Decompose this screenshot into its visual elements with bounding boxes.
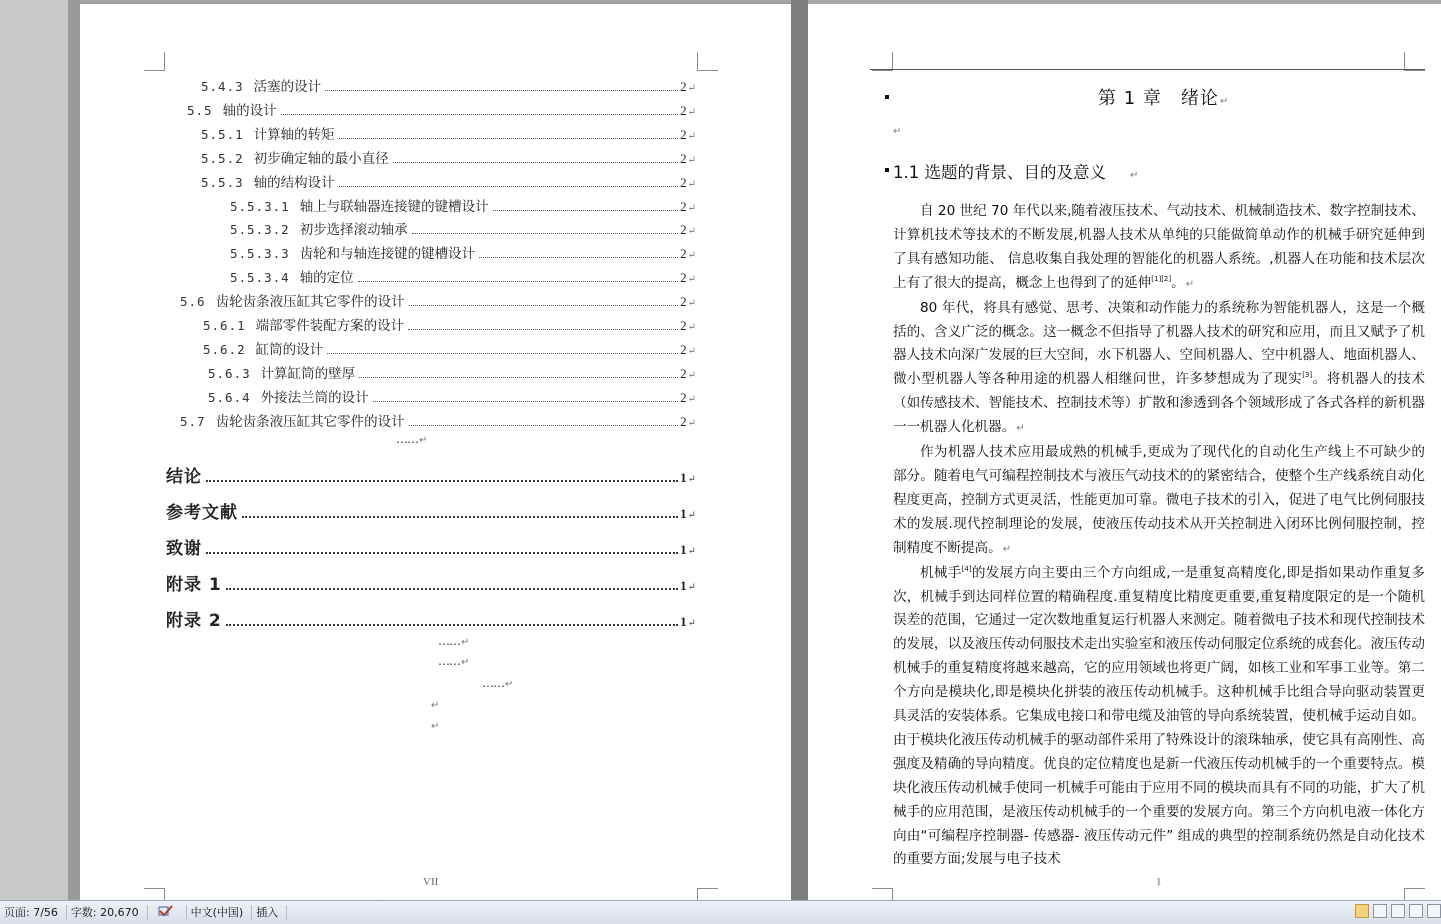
toc-leader-dots xyxy=(226,623,678,626)
paragraph: 机械手[4]的发展方向主要由三个方向组成,一是重复高精度化,即是指如果动作重复多次，机械手到达同样位置的精确程度.重复精度比精度更重要,重复精度限定的是一个随机误差的范围，它通过一定次数地重复运行机器人来测定。随着微电子技术和现代控制技术的发展，以及液压传动伺服技术走出实验室和液压传动伺服定位系统的成套化。液压传动机械手的重复精度将越来越高，它的应用领域也将更广阔，如核工业和军事工业等。第二个方向是模块化,即是模块化拼装的液压传动机械手。这种机械手比组合导向驱动装置更具灵活的安装体系。它集成电接口和带电缆及油管的导向系统装置，使机械手运动自如。由于模块化液压传动机械手的驱动部件采用了特殊设计的滚珠轴承，使它具有高刚性、高强度及精确的导向精度。优良的定位精度也是新一代液压传动机械手的一个重要特点。模块化液压传动机械手使同一机械手可能由于应用不同的模块而具有不同的功能，扩大了机械手的应用范围，是液压传动机械手的一个重要的发展方向。第三个方向机电液一体化方向由“可编程序控制器- 传感器- 液压传动元件” 组成的典型的控制系统仍然是自动化技术的重要方面;发展与电子技术 xyxy=(893,564,1426,868)
heading-bullet xyxy=(885,168,889,172)
toc-entry[interactable] xyxy=(203,338,696,358)
citation: [1][2] xyxy=(1151,274,1172,283)
toc-leader-dots xyxy=(226,587,678,590)
toc-entry-title: 轴的设计 xyxy=(222,102,277,119)
toc-leader-dots xyxy=(242,515,678,518)
toc-entry[interactable] xyxy=(180,410,696,430)
toc-entry-page: 2 xyxy=(680,413,687,429)
toc-major-entry[interactable] xyxy=(166,606,696,630)
toc-entry-page: 2 xyxy=(680,270,687,286)
toc-leader-dots xyxy=(373,400,678,402)
toc-leader-dots xyxy=(325,89,678,91)
toc-entry[interactable] xyxy=(230,266,696,286)
paragraph: 作为机器人技术应用最成熟的机械手,更成为了现代化的自动化生产线上不可缺少的部分。随着电气可编程控制技术与液压气动技术的的紧密结合，使整个生产线系统自动化程度更高，控制方式更灵活，性能更加可靠。微电子技术的引入，促进了电气比例伺服技术的发展.现代控制理论的发展，使液压传动技术从开关控制进入闭环比例伺服控制，控制精度不断提高。↵ xyxy=(893,444,1425,556)
paragraph-mark: ↵ xyxy=(687,393,696,405)
toc-entry-number: 5.6.3 xyxy=(208,365,251,381)
toc-leader-dots xyxy=(206,479,678,482)
body-text[interactable] xyxy=(893,200,1425,872)
toc-ellipsis: ……↵ xyxy=(438,654,469,668)
view-switcher xyxy=(1355,904,1441,918)
heading-bullet xyxy=(885,95,889,99)
paragraph-mark: ↵ xyxy=(687,417,696,429)
toc-entry-page: 2 xyxy=(680,341,687,357)
corner-mark xyxy=(872,888,893,900)
corner-mark xyxy=(144,888,165,900)
page-number-footer: 1 xyxy=(1156,876,1162,888)
toc-entry-page: 2 xyxy=(680,198,687,214)
toc-entry-title: 致谢 xyxy=(166,539,202,559)
paragraph-mark: ↵ xyxy=(687,226,696,238)
toc-ellipsis: ……↵ xyxy=(482,676,513,690)
toc-entry-page: 2 xyxy=(680,126,687,142)
toc-entry-number: 5.5.3.4 xyxy=(230,270,290,286)
paragraph-mark: ↵ xyxy=(687,322,696,333)
toc-entry[interactable] xyxy=(201,75,696,95)
toc-entry-number: 5.6 xyxy=(180,294,206,310)
toc-entry-page: 2 xyxy=(680,102,687,118)
toc-entry-page: 1 xyxy=(680,506,687,521)
toc-leader-dots xyxy=(339,185,678,187)
toc-entry-page: 1 xyxy=(680,470,687,485)
toc-entry-number: 5.6.1 xyxy=(203,318,246,333)
toc-leader-dots xyxy=(409,424,679,426)
toc-entry-number: 5.5.3.2 xyxy=(230,222,290,238)
toc-entry-title: 结论 xyxy=(166,467,202,487)
toc-leader-dots xyxy=(493,209,678,211)
pane-divider xyxy=(68,0,80,900)
toc-entry-title: 齿轮和与轴连接键的键槽设计 xyxy=(299,246,476,263)
toc-leader-dots xyxy=(409,304,679,306)
language-indicator[interactable]: 中文(中国) xyxy=(187,905,253,920)
paragraph-mark: ↵ xyxy=(687,130,696,142)
paragraph-mark: ↵ xyxy=(687,250,696,262)
paragraph-mark: ↵ xyxy=(687,369,696,381)
paragraph-mark: ↵ xyxy=(687,298,696,310)
citation: [3] xyxy=(1302,371,1313,380)
paragraph-mark: ↵ xyxy=(431,700,439,711)
paragraph-mark: ↵ xyxy=(431,721,439,732)
toc-entry-page: 2 xyxy=(680,222,687,238)
toc-major-entry[interactable] xyxy=(166,462,696,486)
print-layout-view-icon[interactable] xyxy=(1355,904,1369,918)
page-indicator[interactable]: 页面: 7/56 xyxy=(0,905,67,920)
paragraph: 80 年代，将具有感觉、思考、决策和动作能力的系统称为智能机器人，这是一个概括的、含义广泛的概念。这一概念不但指导了机器人技术的研究和应用，而且又赋予了机器人技术向深广发展的巨大空间，水下机器人、空间机器人、空中机器人、地面机器人、微小型机器人等各种用途的机器人相继问世，许多梦想成为了现实[3]。将机器人的技术（如传感技术、智能技术、控制技术等）扩散和渗透到各个领域形成了各式各样的新机器一一机器人化机器。↵ xyxy=(893,299,1426,436)
header-rule xyxy=(870,69,1425,70)
toc-leader-dots xyxy=(339,137,678,139)
toc-entry[interactable] xyxy=(230,242,696,262)
toc-entry-number: 5.5.3 xyxy=(201,174,244,190)
toc-entry-title: 外接法兰筒的设计 xyxy=(260,389,369,406)
paragraph: 自 20 世纪 70 年代以来,随着液压技术、气动技术、机械制造技术、数字控制技术、计算机技术等技术的不断发展,机器人技术从单纯的只能做简单动作的机械手研究延伸到了具有感知功能、 信息收集自我处理的智能化的机器人系统。,机器人在功能和技术层次上有了很大的提高，概念上也得到了的延伸[1][2]。↵ xyxy=(893,203,1425,291)
corner-mark xyxy=(697,52,718,71)
paragraph-mark: ↵ xyxy=(687,83,696,94)
toc-leader-dots xyxy=(479,256,678,258)
full-screen-reading-view-icon[interactable] xyxy=(1373,904,1387,918)
toc-entry-page: 1 xyxy=(680,614,687,629)
toc-leader-dots xyxy=(358,280,678,282)
toc-entry[interactable] xyxy=(201,123,696,143)
toc-ellipsis: ……↵ xyxy=(396,432,427,446)
citation: [4] xyxy=(961,564,972,573)
toc-entry-page: 2 xyxy=(680,174,687,190)
toc-leader-dots xyxy=(359,376,678,378)
section-title[interactable]: 1.1 选题的背景、目的及意义 ↵ xyxy=(893,163,1139,182)
toc-entry-title: 轴上与联轴器连接键的键槽设计 xyxy=(299,198,489,215)
toc-entry-title: 附录 2 xyxy=(166,611,222,631)
toc-entry-title: 齿轮齿条液压缸其它零件的设计 xyxy=(215,413,405,430)
toc-entry[interactable] xyxy=(230,218,696,238)
toc-entry-number: 5.5.3.3 xyxy=(230,246,290,262)
paragraph-mark: ↵ xyxy=(893,126,902,137)
toc-entry-number: 5.6.4 xyxy=(208,389,251,405)
paragraph-mark: ↵ xyxy=(687,582,696,593)
toc-entry-number: 5.7 xyxy=(180,413,206,429)
draft-view-icon[interactable] xyxy=(1427,904,1441,918)
paragraph-mark: ↵ xyxy=(687,178,696,190)
toc-entry-number: 5.5 xyxy=(187,102,213,118)
toc-leader-dots xyxy=(327,352,678,354)
page-number-footer: VII xyxy=(423,876,439,888)
paragraph-mark: ↵ xyxy=(687,618,696,629)
corner-mark xyxy=(144,52,165,71)
outline-view-icon[interactable] xyxy=(1409,904,1423,918)
toc-major-entry[interactable] xyxy=(166,498,696,522)
toc-ellipsis: ……↵ xyxy=(438,634,469,648)
toc-entry[interactable] xyxy=(208,386,696,406)
toc-entry[interactable] xyxy=(208,362,696,382)
toc-entry-number: 5.5.3.1 xyxy=(230,198,290,214)
toc-entry-page: 2 xyxy=(680,79,687,94)
status-bar xyxy=(0,900,1441,924)
toc-entry[interactable] xyxy=(203,314,696,334)
paragraph-mark: ↵ xyxy=(687,202,696,214)
toc-entry[interactable] xyxy=(187,99,696,119)
toc-entry[interactable] xyxy=(201,171,696,191)
proofing-status[interactable] xyxy=(148,905,187,920)
toc-entry-title: 初步选择滚动轴承 xyxy=(299,222,408,239)
toc-entry-title: 计算缸筒的壁厚 xyxy=(260,365,356,382)
paragraph-mark: ↵ xyxy=(687,154,696,166)
paragraph-mark: ↵ xyxy=(687,510,696,521)
toc-entry[interactable] xyxy=(230,195,696,215)
toc-entry-title: 活塞的设计 xyxy=(253,79,322,95)
toc-entry-number: 5.4.3 xyxy=(201,79,244,94)
toc-entry-page: 2 xyxy=(680,389,687,405)
toc-entry-number: 5.5.1 xyxy=(201,126,244,142)
web-layout-view-icon[interactable] xyxy=(1391,904,1405,918)
toc-entry-title: 轴的定位 xyxy=(299,270,354,287)
toc-entry-page: 2 xyxy=(680,365,687,381)
toc-entry-title: 缸筒的设计 xyxy=(255,341,324,358)
corner-mark xyxy=(697,888,718,900)
toc-entry-page: 1 xyxy=(680,542,687,557)
proofing-icon xyxy=(158,905,172,917)
toc-entry-title: 齿轮齿条液压缸其它零件的设计 xyxy=(215,294,405,311)
toc-entry-page: 2 xyxy=(680,294,687,310)
toc-entry-page: 2 xyxy=(680,150,687,166)
paragraph-mark: ↵ xyxy=(687,106,696,118)
toc-entry[interactable] xyxy=(180,290,696,310)
toc-entry-title: 端部零件装配方案的设计 xyxy=(255,318,405,334)
toc-entry-page: 2 xyxy=(680,246,687,262)
paragraph-mark: ↵ xyxy=(687,546,696,557)
page-gap xyxy=(791,0,808,900)
toc-entry-title: 计算轴的转矩 xyxy=(253,126,335,143)
toc-entry[interactable] xyxy=(201,147,696,167)
toc-major-entry[interactable] xyxy=(166,570,696,594)
toc-entry-title: 附录 1 xyxy=(166,575,222,595)
toc-leader-dots xyxy=(412,232,678,234)
toc-entry-title: 轴的结构设计 xyxy=(253,174,335,191)
toc-entry-title: 初步确定轴的最小直径 xyxy=(253,150,389,167)
paragraph-mark: ↵ xyxy=(687,345,696,357)
toc-leader-dots xyxy=(393,161,678,163)
toc-leader-dots xyxy=(281,113,679,115)
toc-entry-page: 1 xyxy=(680,578,687,593)
toc-entry-title: 参考文献 xyxy=(166,503,238,523)
paragraph-mark: ↵ xyxy=(687,474,696,485)
toc-entry-number: 5.6.2 xyxy=(203,341,246,357)
toc-major-entry[interactable] xyxy=(166,534,696,558)
insert-mode[interactable]: 插入 xyxy=(252,905,287,920)
corner-mark xyxy=(1404,888,1425,900)
chapter-title[interactable]: 第 1 章 绪论↵ xyxy=(1098,88,1230,109)
toc-leader-dots xyxy=(206,551,678,554)
toc-entry-page: 2 xyxy=(680,318,687,333)
toc-leader-dots xyxy=(408,328,678,330)
word-count[interactable]: 字数: 20,670 xyxy=(67,905,148,920)
paragraph-mark: ↵ xyxy=(687,274,696,286)
toc-entry-number: 5.5.2 xyxy=(201,150,244,166)
navigation-pane xyxy=(0,0,68,900)
